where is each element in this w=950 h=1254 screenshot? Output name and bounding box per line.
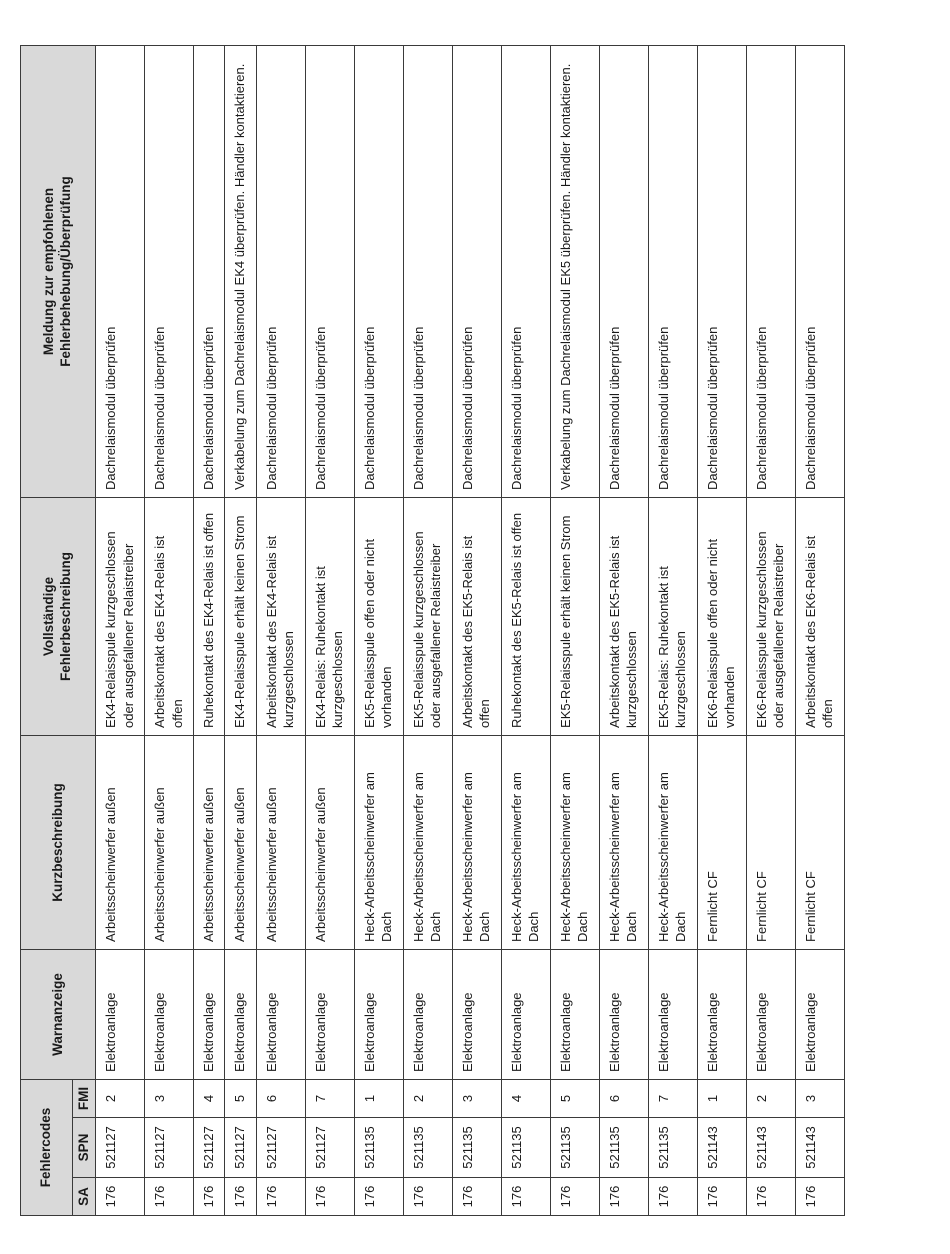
table-row bbox=[354, 45, 403, 1215]
cell-sa: 176 bbox=[225, 1178, 256, 1216]
cell-spn: 521143 bbox=[746, 1118, 795, 1178]
cell-meldung: Dachrelaismodul überprüfen bbox=[501, 45, 550, 497]
cell-sa: 176 bbox=[354, 1178, 403, 1216]
cell-fehlerbeschreibung: Ruhekontakt des EK4-Relais ist offen bbox=[194, 497, 225, 735]
cell-warnanzeige: Elektroanlage bbox=[550, 949, 599, 1079]
table-row bbox=[746, 45, 795, 1215]
cell-fmi: 1 bbox=[354, 1079, 403, 1117]
table-row bbox=[256, 45, 305, 1215]
cell-sa: 176 bbox=[96, 1178, 145, 1216]
cell-meldung: Dachrelaismodul überprüfen bbox=[697, 45, 746, 497]
cell-sa: 176 bbox=[697, 1178, 746, 1216]
header-meldung-line2: Fehlerbehebung/Überprüfung bbox=[58, 176, 74, 367]
table-row bbox=[305, 45, 354, 1215]
table-row bbox=[795, 45, 844, 1215]
cell-meldung: Dachrelaismodul überprüfen bbox=[354, 45, 403, 497]
cell-kurzbeschreibung: Arbeitsscheinwerfer außen bbox=[305, 735, 354, 949]
cell-meldung: Dachrelaismodul überprüfen bbox=[305, 45, 354, 497]
cell-warnanzeige: Elektroanlage bbox=[697, 949, 746, 1079]
cell-sa: 176 bbox=[256, 1178, 305, 1216]
cell-fehlerbeschreibung: EK4-Relaisspule erhält keinen Strom bbox=[225, 497, 256, 735]
cell-meldung: Dachrelaismodul überprüfen bbox=[256, 45, 305, 497]
cell-sa: 176 bbox=[194, 1178, 225, 1216]
table-row bbox=[403, 45, 452, 1215]
table-row bbox=[145, 45, 194, 1215]
cell-sa: 176 bbox=[145, 1178, 194, 1216]
cell-kurzbeschreibung: Heck-Arbeitsscheinwerfer am Dach bbox=[501, 735, 550, 949]
cell-kurzbeschreibung: Heck-Arbeitsscheinwerfer am Dach bbox=[354, 735, 403, 949]
cell-meldung: Dachrelaismodul überprüfen bbox=[96, 45, 145, 497]
table-row bbox=[599, 45, 648, 1215]
cell-warnanzeige: Elektroanlage bbox=[403, 949, 452, 1079]
cell-fehlerbeschreibung: Arbeitskontakt des EK5-Relais ist offen bbox=[452, 497, 501, 735]
cell-sa: 176 bbox=[599, 1178, 648, 1216]
cell-fmi: 4 bbox=[194, 1079, 225, 1117]
cell-fmi: 3 bbox=[795, 1079, 844, 1117]
table-row bbox=[501, 45, 550, 1215]
cell-kurzbeschreibung: Arbeitsscheinwerfer außen bbox=[194, 735, 225, 949]
cell-warnanzeige: Elektroanlage bbox=[501, 949, 550, 1079]
header-spn: SPN bbox=[73, 1118, 96, 1178]
cell-kurzbeschreibung: Fernlicht CF bbox=[795, 735, 844, 949]
cell-warnanzeige: Elektroanlage bbox=[746, 949, 795, 1079]
cell-warnanzeige: Elektroanlage bbox=[194, 949, 225, 1079]
table-body bbox=[96, 45, 845, 1215]
cell-spn: 521135 bbox=[354, 1118, 403, 1178]
cell-meldung: Dachrelaismodul überprüfen bbox=[194, 45, 225, 497]
cell-fehlerbeschreibung: EK5-Relaisspule offen oder nicht vorhanden bbox=[354, 497, 403, 735]
cell-fehlerbeschreibung: Ruhekontakt des EK5-Relais ist offen bbox=[501, 497, 550, 735]
header-meldung bbox=[21, 45, 96, 497]
cell-fmi: 4 bbox=[501, 1079, 550, 1117]
cell-fmi: 6 bbox=[599, 1079, 648, 1117]
header-warnanzeige: Warnanzeige bbox=[21, 949, 96, 1079]
cell-fehlerbeschreibung: EK6-Relaisspule kurzgeschlossen oder ausgefallener Relaistreiber bbox=[746, 497, 795, 735]
cell-kurzbeschreibung: Arbeitsscheinwerfer außen bbox=[256, 735, 305, 949]
fault-code-table bbox=[20, 45, 845, 1216]
cell-fmi: 7 bbox=[305, 1079, 354, 1117]
header-meldung-line1: Meldung zur empfohlenen bbox=[41, 187, 57, 356]
cell-meldung: Verkabelung zum Dachrelaismodul EK4 überprüfen. Händler kontaktieren. bbox=[225, 45, 256, 497]
cell-kurzbeschreibung: Heck-Arbeitsscheinwerfer am Dach bbox=[648, 735, 697, 949]
cell-spn: 521135 bbox=[452, 1118, 501, 1178]
cell-fmi: 5 bbox=[550, 1079, 599, 1117]
cell-sa: 176 bbox=[550, 1178, 599, 1216]
cell-sa: 176 bbox=[795, 1178, 844, 1216]
cell-warnanzeige: Elektroanlage bbox=[795, 949, 844, 1079]
cell-fmi: 6 bbox=[256, 1079, 305, 1117]
cell-fmi: 2 bbox=[746, 1079, 795, 1117]
cell-spn: 521143 bbox=[697, 1118, 746, 1178]
cell-kurzbeschreibung: Arbeitsscheinwerfer außen bbox=[225, 735, 256, 949]
header-fehlercodes: Fehlercodes bbox=[21, 1079, 73, 1215]
cell-fmi: 1 bbox=[697, 1079, 746, 1117]
cell-kurzbeschreibung: Heck-Arbeitsscheinwerfer am Dach bbox=[403, 735, 452, 949]
cell-meldung: Dachrelaismodul überprüfen bbox=[746, 45, 795, 497]
cell-sa: 176 bbox=[648, 1178, 697, 1216]
header-vollstaendige-line1: Vollständige bbox=[41, 576, 57, 657]
cell-warnanzeige: Elektroanlage bbox=[96, 949, 145, 1079]
cell-warnanzeige: Elektroanlage bbox=[256, 949, 305, 1079]
table-row bbox=[225, 45, 256, 1215]
cell-warnanzeige: Elektroanlage bbox=[648, 949, 697, 1079]
cell-spn: 521143 bbox=[795, 1118, 844, 1178]
cell-fehlerbeschreibung: EK6-Relaisspule offen oder nicht vorhanden bbox=[697, 497, 746, 735]
table-row bbox=[697, 45, 746, 1215]
table-row bbox=[96, 45, 145, 1215]
cell-fehlerbeschreibung: Arbeitskontakt des EK6-Relais ist offen bbox=[795, 497, 844, 735]
cell-warnanzeige: Elektroanlage bbox=[599, 949, 648, 1079]
cell-kurzbeschreibung: Heck-Arbeitsscheinwerfer am Dach bbox=[550, 735, 599, 949]
cell-kurzbeschreibung: Arbeitsscheinwerfer außen bbox=[145, 735, 194, 949]
table-row bbox=[550, 45, 599, 1215]
cell-sa: 176 bbox=[501, 1178, 550, 1216]
cell-kurzbeschreibung: Fernlicht CF bbox=[746, 735, 795, 949]
cell-fmi: 3 bbox=[452, 1079, 501, 1117]
cell-spn: 521127 bbox=[145, 1118, 194, 1178]
cell-kurzbeschreibung: Arbeitsscheinwerfer außen bbox=[96, 735, 145, 949]
cell-spn: 521135 bbox=[501, 1118, 550, 1178]
cell-sa: 176 bbox=[452, 1178, 501, 1216]
cell-spn: 521127 bbox=[256, 1118, 305, 1178]
cell-fehlerbeschreibung: EK4-Relaisspule kurzgeschlossen oder ausgefallener Relaistreiber bbox=[96, 497, 145, 735]
cell-warnanzeige: Elektroanlage bbox=[305, 949, 354, 1079]
header-sa: SA bbox=[73, 1178, 96, 1216]
cell-fmi: 5 bbox=[225, 1079, 256, 1117]
cell-fehlerbeschreibung: EK5-Relaisspule kurzgeschlossen oder ausgefallener Relaistreiber bbox=[403, 497, 452, 735]
cell-fmi: 2 bbox=[96, 1079, 145, 1117]
cell-fehlerbeschreibung: Arbeitskontakt des EK5-Relais ist kurzgeschlossen bbox=[599, 497, 648, 735]
table-header bbox=[21, 45, 96, 1215]
cell-spn: 521135 bbox=[403, 1118, 452, 1178]
cell-spn: 521127 bbox=[305, 1118, 354, 1178]
cell-kurzbeschreibung: Heck-Arbeitsscheinwerfer am Dach bbox=[599, 735, 648, 949]
cell-fehlerbeschreibung: EK4-Relais: Ruhekontakt ist kurzgeschlossen bbox=[305, 497, 354, 735]
cell-meldung: Dachrelaismodul überprüfen bbox=[648, 45, 697, 497]
cell-kurzbeschreibung: Heck-Arbeitsscheinwerfer am Dach bbox=[452, 735, 501, 949]
cell-meldung: Verkabelung zum Dachrelaismodul EK5 überprüfen. Händler kontaktieren. bbox=[550, 45, 599, 497]
cell-fehlerbeschreibung: EK5-Relais: Ruhekontakt ist kurzgeschlossen bbox=[648, 497, 697, 735]
cell-fehlerbeschreibung: Arbeitskontakt des EK4-Relais ist offen bbox=[145, 497, 194, 735]
rotated-table-container bbox=[20, 46, 845, 1216]
cell-warnanzeige: Elektroanlage bbox=[225, 949, 256, 1079]
table-row bbox=[452, 45, 501, 1215]
cell-warnanzeige: Elektroanlage bbox=[354, 949, 403, 1079]
cell-spn: 521135 bbox=[550, 1118, 599, 1178]
cell-warnanzeige: Elektroanlage bbox=[145, 949, 194, 1079]
cell-fmi: 3 bbox=[145, 1079, 194, 1117]
header-vollstaendige-line2: Fehlerbeschreibung bbox=[58, 551, 74, 681]
header-fmi: FMI bbox=[73, 1079, 96, 1117]
cell-spn: 521127 bbox=[96, 1118, 145, 1178]
cell-fehlerbeschreibung: Arbeitskontakt des EK4-Relais ist kurzgeschlossen bbox=[256, 497, 305, 735]
cell-spn: 521127 bbox=[194, 1118, 225, 1178]
cell-warnanzeige: Elektroanlage bbox=[452, 949, 501, 1079]
cell-spn: 521127 bbox=[225, 1118, 256, 1178]
cell-meldung: Dachrelaismodul überprüfen bbox=[452, 45, 501, 497]
cell-sa: 176 bbox=[305, 1178, 354, 1216]
cell-kurzbeschreibung: Fernlicht CF bbox=[697, 735, 746, 949]
table-row bbox=[194, 45, 225, 1215]
header-kurzbeschreibung: Kurzbeschreibung bbox=[21, 735, 96, 949]
cell-spn: 521135 bbox=[599, 1118, 648, 1178]
cell-meldung: Dachrelaismodul überprüfen bbox=[795, 45, 844, 497]
cell-sa: 176 bbox=[746, 1178, 795, 1216]
cell-fmi: 7 bbox=[648, 1079, 697, 1117]
cell-spn: 521135 bbox=[648, 1118, 697, 1178]
cell-fmi: 2 bbox=[403, 1079, 452, 1117]
cell-meldung: Dachrelaismodul überprüfen bbox=[145, 45, 194, 497]
table-row bbox=[648, 45, 697, 1215]
cell-fehlerbeschreibung: EK5-Relaisspule erhält keinen Strom bbox=[550, 497, 599, 735]
cell-meldung: Dachrelaismodul überprüfen bbox=[599, 45, 648, 497]
cell-meldung: Dachrelaismodul überprüfen bbox=[403, 45, 452, 497]
header-vollstaendige-fehlerbeschreibung bbox=[21, 497, 96, 735]
cell-sa: 176 bbox=[403, 1178, 452, 1216]
